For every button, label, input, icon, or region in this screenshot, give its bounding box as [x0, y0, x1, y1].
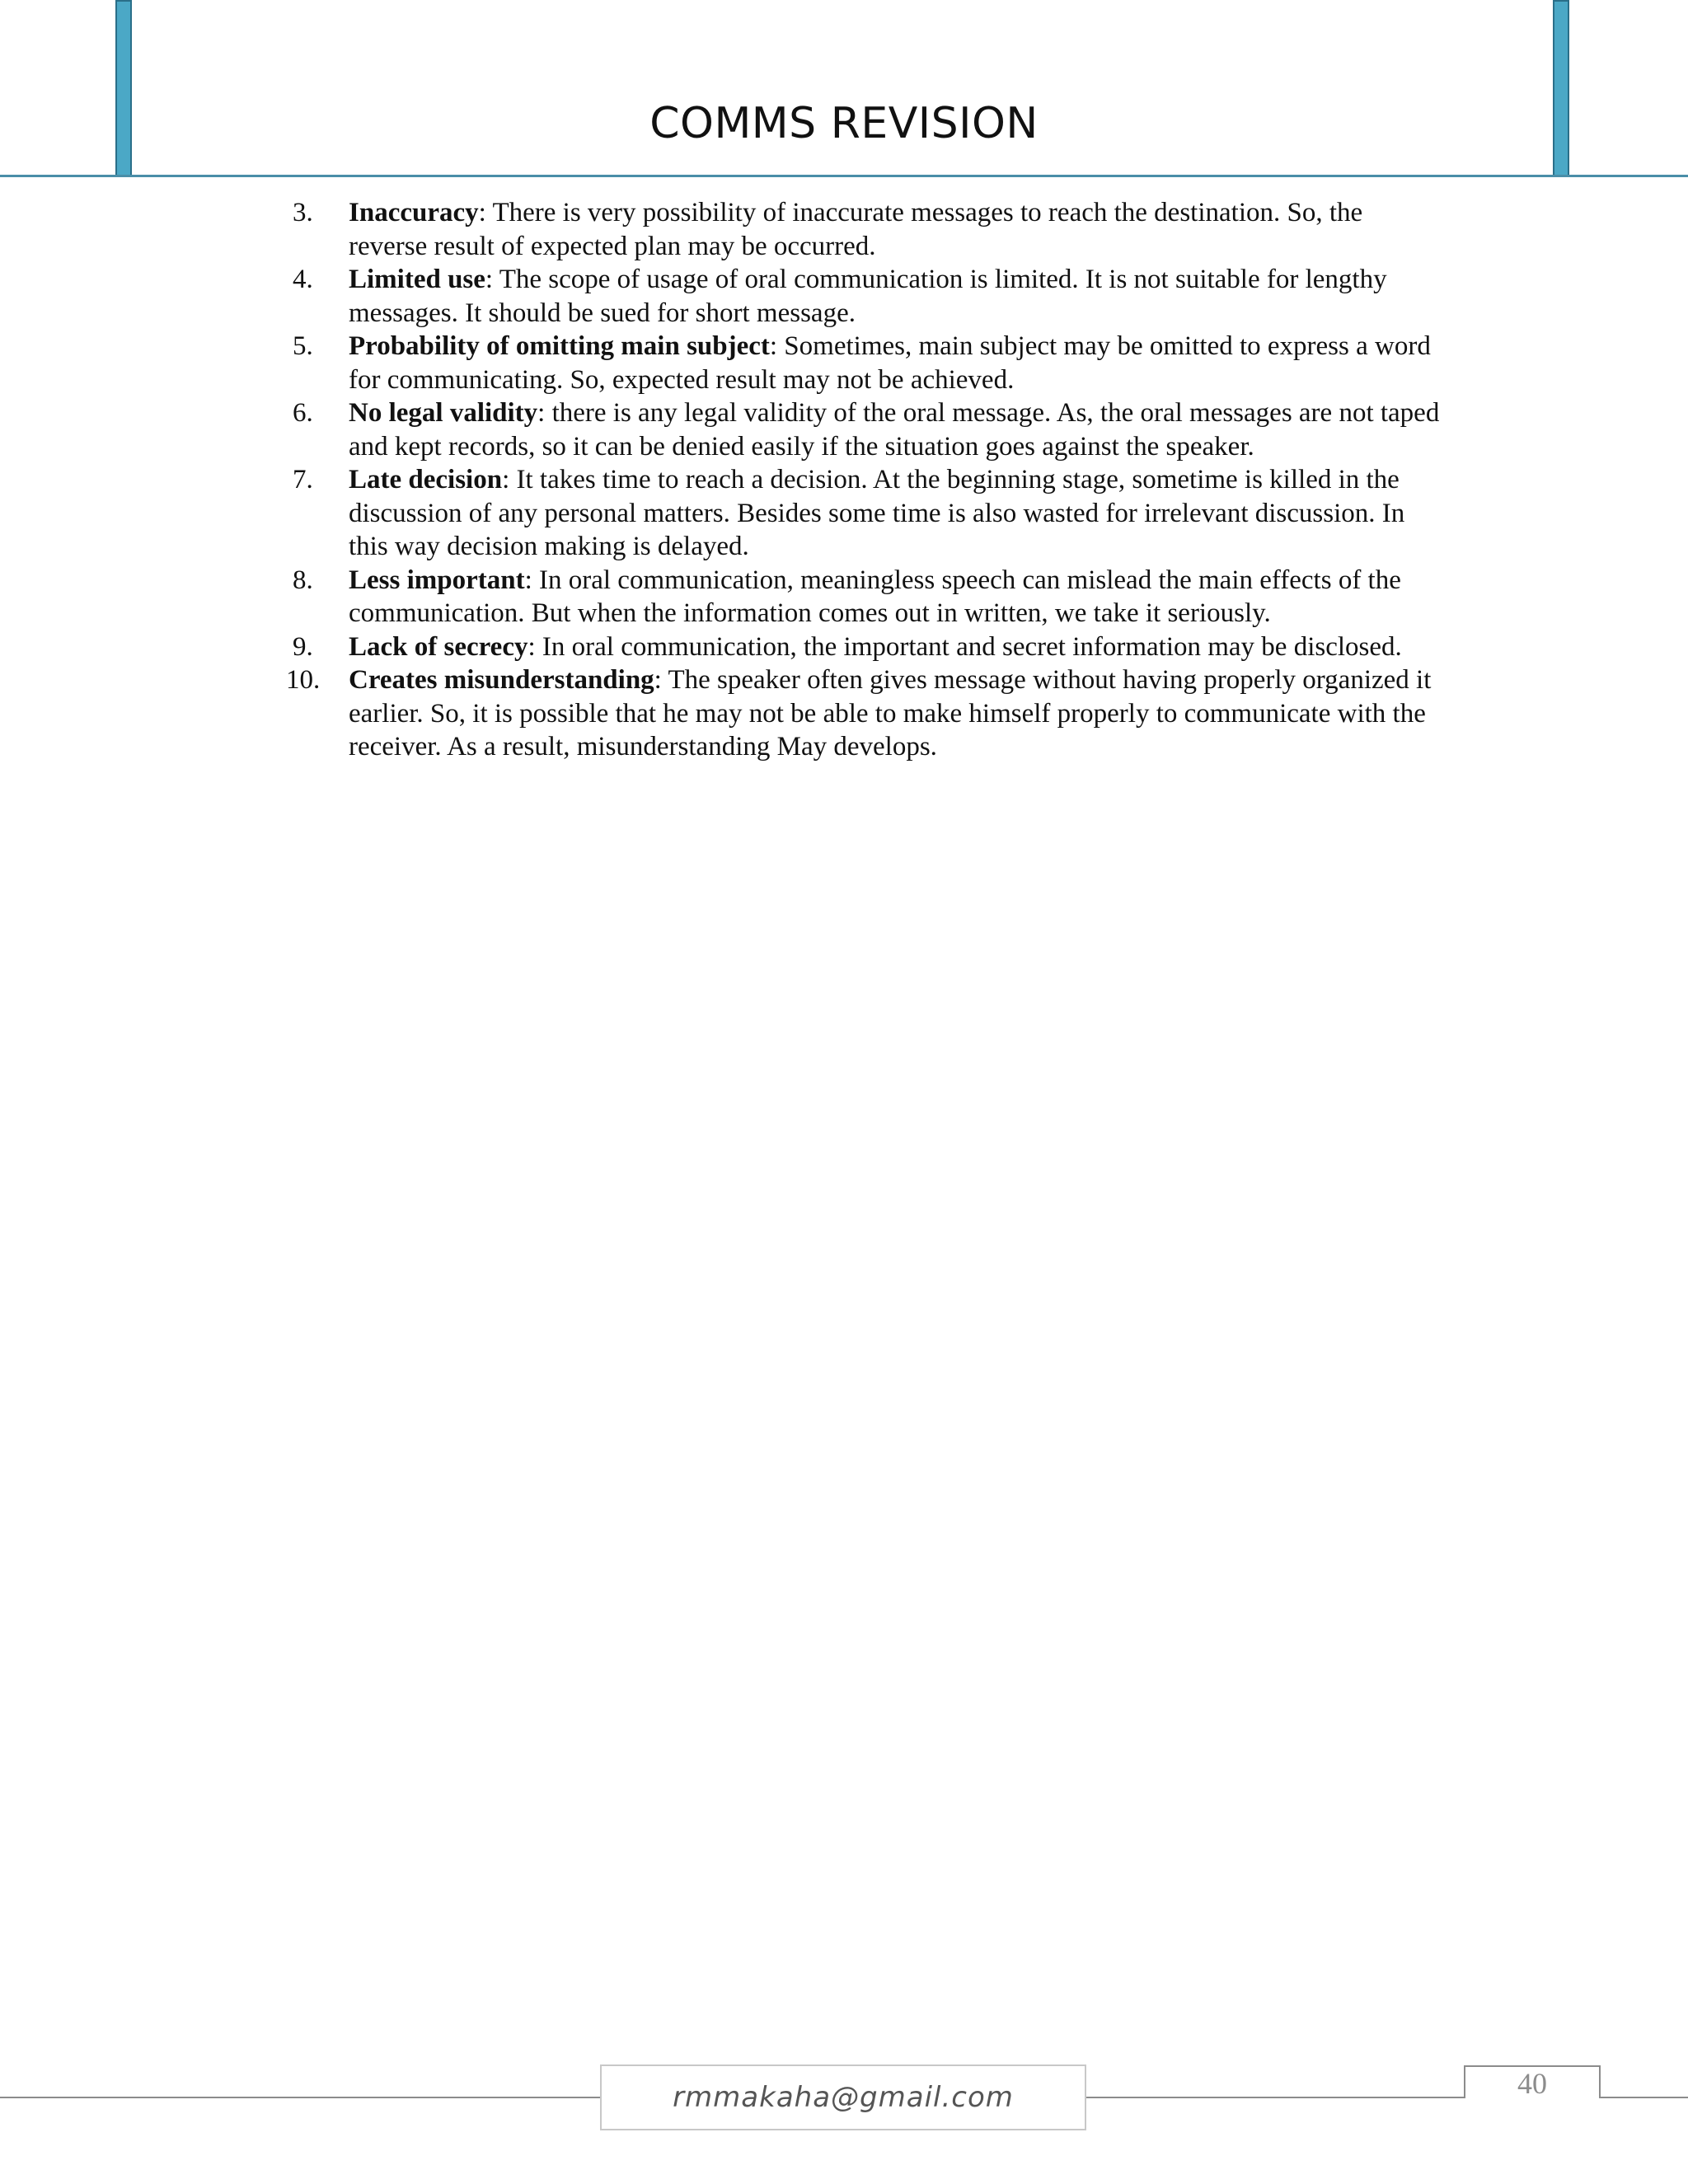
list-item-term: Creates misunderstanding [349, 665, 654, 695]
footer-divider-right [1086, 2097, 1465, 2098]
list-item-term: No legal validity [349, 398, 538, 428]
header-divider [0, 175, 1688, 177]
header-accent-bar-left [115, 0, 132, 176]
list-item-term: Late decision [349, 465, 503, 494]
footer-email: rmmakaha@gmail.com [600, 2064, 1086, 2130]
list-item-text: : Sometimes, main subject may be omitted to express a word for communicating. So, expected result may not be achieved. [349, 331, 1431, 395]
list-item-number: 8. [293, 565, 313, 595]
list-item-number: 6. [293, 398, 313, 428]
list-item-text: : there is any legal validity of the oral message. As, the oral messages are not taped and kept records, so it can be denied easily if the situation goes against the speaker. [349, 398, 1440, 462]
list-item [293, 564, 1447, 630]
list-item-number: 4. [293, 265, 313, 294]
list-item-number: 5. [293, 331, 313, 361]
list-item-number: 9. [293, 631, 313, 662]
list-item [293, 196, 1447, 263]
list-item-term: Limited use [349, 265, 485, 294]
page-number: 40 [1517, 2067, 1547, 2100]
list-item-number: 3. [293, 198, 313, 227]
list-item-number: 7. [293, 465, 313, 494]
footer-divider-left [0, 2097, 600, 2098]
list-item-term: Lack of secrecy [349, 631, 528, 662]
list-item [293, 330, 1447, 396]
list-item-number: 10. [286, 665, 321, 695]
list-item [293, 396, 1447, 463]
list-item-text: : In oral communication, meaningless speech can mislead the main effects of the communication. But when the information comes out in written, we take it seriously. [349, 565, 1401, 628]
list-item-term: Less important [349, 565, 525, 595]
list-item-text: : The scope of usage of oral communication is limited. It is not suitable for lengthy messages. It should be sued for short message. [349, 265, 1387, 328]
list-item [293, 463, 1447, 564]
document-body [286, 196, 1447, 764]
list-item-term: Inaccuracy [349, 198, 479, 227]
list-item [293, 263, 1447, 330]
list-item-text: : It takes time to reach a decision. At the beginning stage, sometime is killed in the discussion of any personal matters. Besides some time is also wasted for irrelevant discussion. In this way decision making is delayed. [349, 465, 1405, 561]
header-accent-bar-right [1553, 0, 1569, 176]
footer-divider-far-right [1599, 2097, 1688, 2098]
list-item [293, 630, 1447, 664]
page-title: COMMS REVISION [649, 99, 1039, 148]
list-item [286, 663, 1447, 764]
list-item-text: : There is very possibility of inaccurate messages to reach the destination. So, the reverse result of expected plan may be occurred. [349, 198, 1363, 261]
list-item-term: Probability of omitting main subject [349, 331, 770, 361]
list-item-text: : The speaker often gives message without having properly organized it earlier. So, it is possible that he may not be able to make himself properly to communicate with the receiver. As a result, misunderstanding May develops. [349, 665, 1432, 762]
list-item-text: : In oral communication, the important and secret information may be disclosed. [528, 631, 1402, 662]
